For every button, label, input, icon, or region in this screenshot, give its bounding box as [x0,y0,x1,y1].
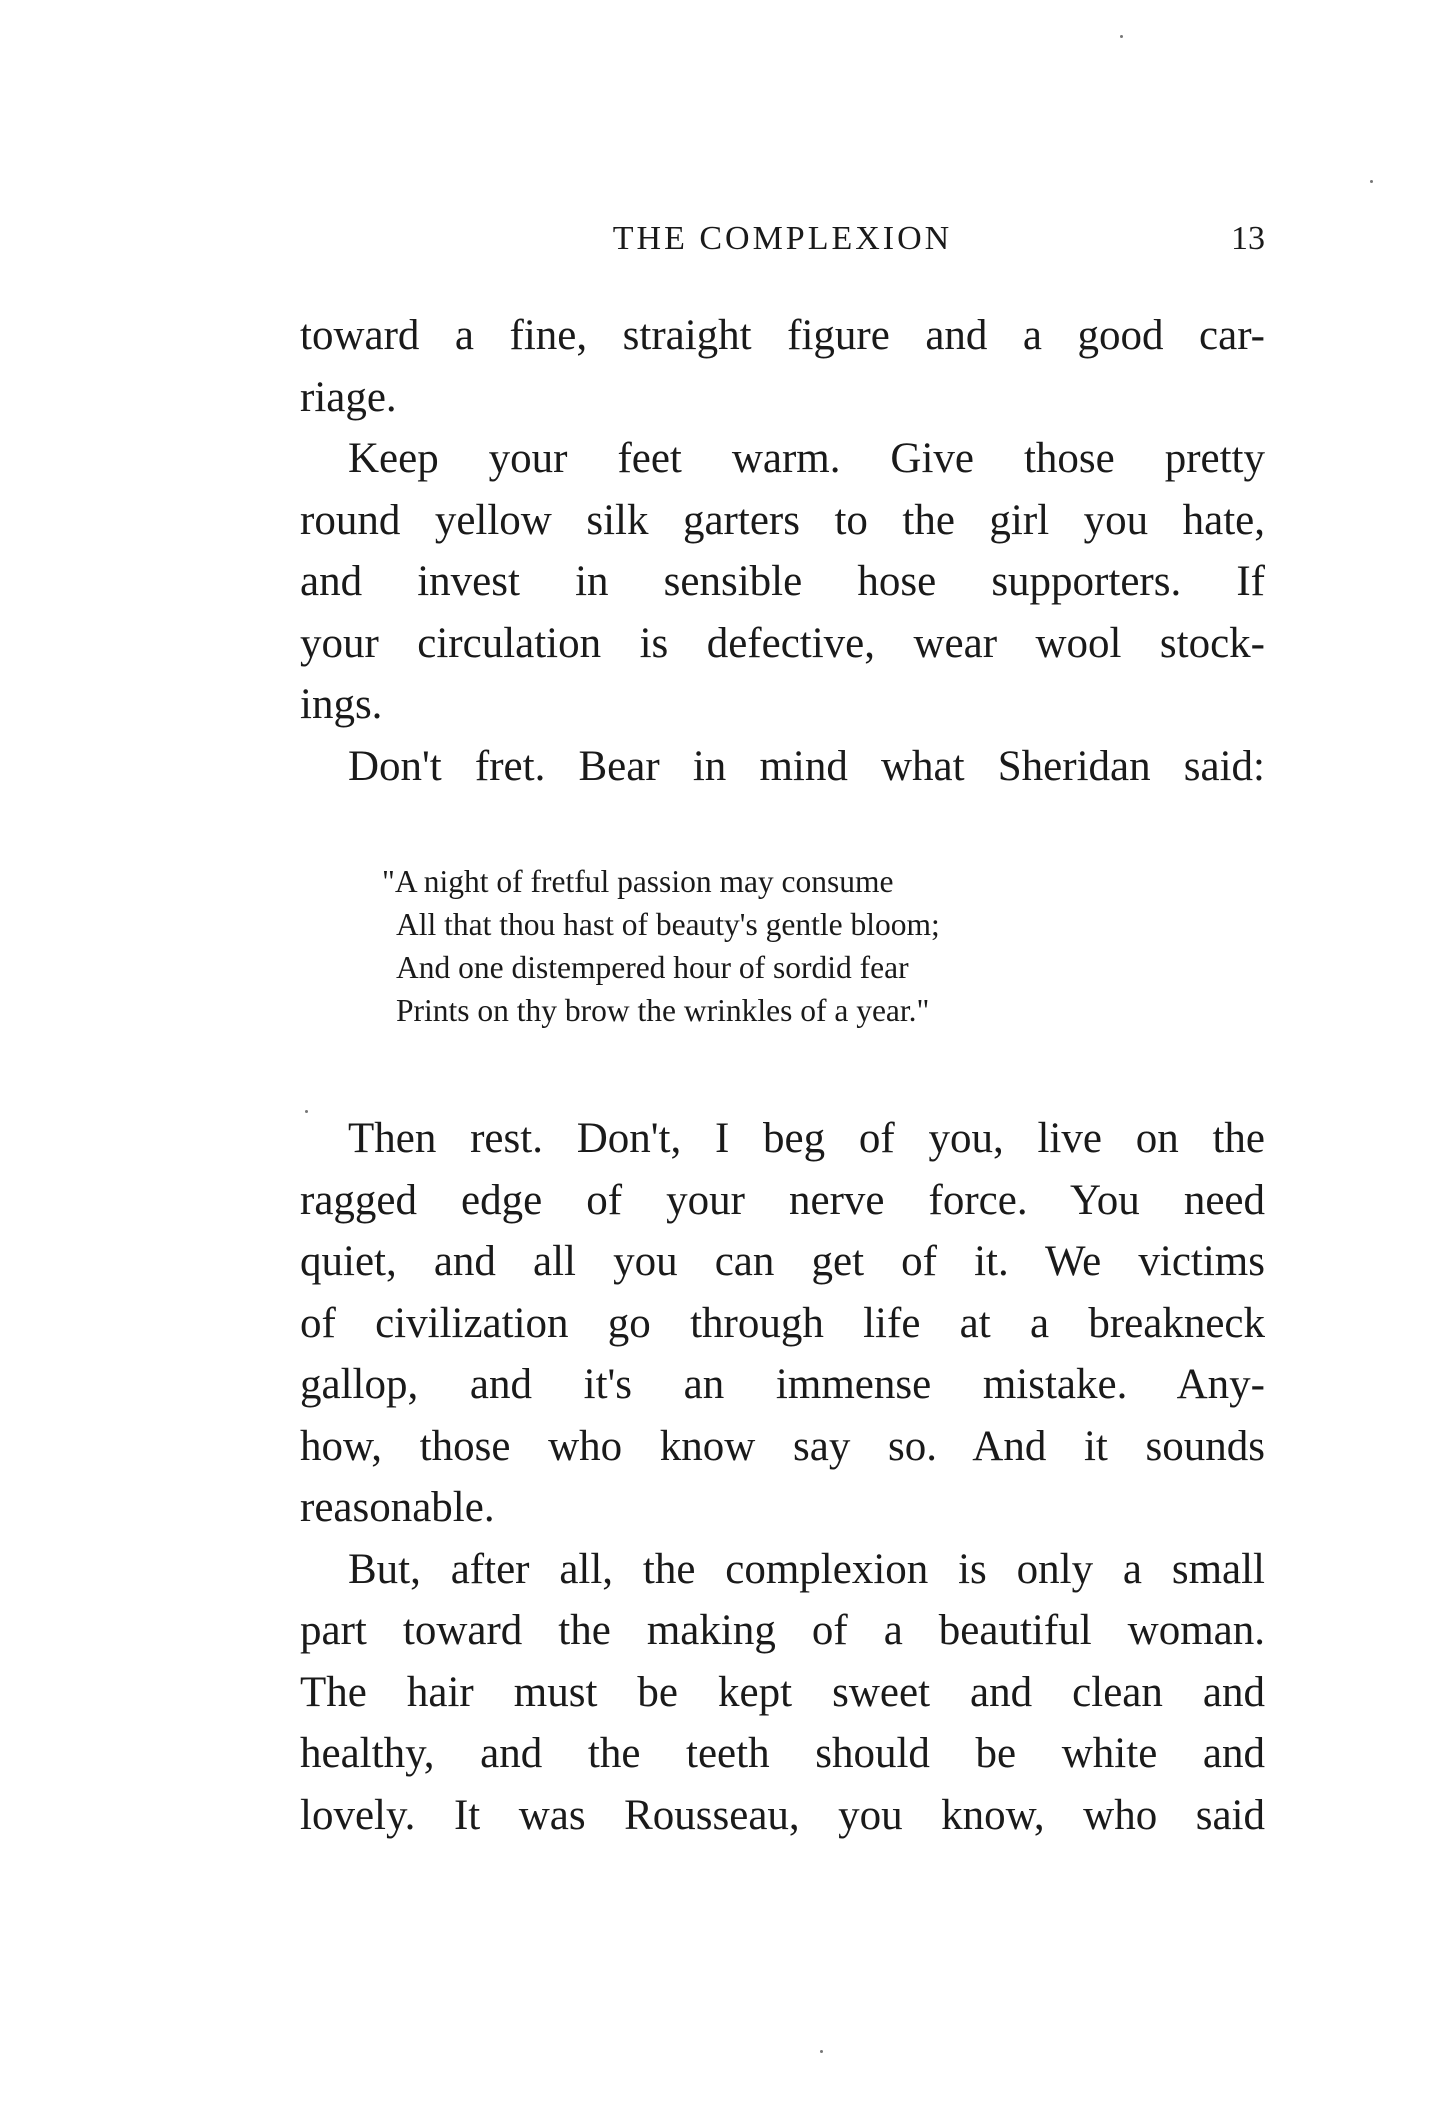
text-line: part toward the making of a beautiful woman. [300,1607,1265,1654]
paragraph-start-line: Then rest. Don't, I beg of you, live on the [348,1115,1265,1162]
paper-speck [820,2050,823,2053]
text-line: how, those who know say so. And it sounds [300,1422,1265,1470]
verse-line: "A night of fretful passion may consume [382,864,894,899]
paper-speck [1370,180,1373,183]
paragraph-start-line: Don't fret. Bear in mind what Sheridan said: [348,742,1265,790]
text-line: The hair must be kept sweet and clean and [300,1668,1265,1716]
running-head [300,220,1265,270]
text-line: your circulation is defective, wear wool stock- [300,619,1265,667]
verse-line: And one distempered hour of sordid fear [396,950,909,985]
verse-line: Prints on thy brow the wrinkles of a year." [396,993,930,1028]
verse-quotation [382,860,1182,1032]
paper-speck [305,1110,308,1113]
text-line: round yellow silk garters to the girl you hate, [300,496,1265,544]
text-line: riage. [300,373,397,421]
body-text-top [300,305,1265,797]
text-line: healthy, and the teeth should be white and [300,1730,1265,1777]
text-line: toward a fine, straight figure and a good car- [300,312,1265,359]
text-line: of civilization go through life at a breakneck [300,1299,1265,1347]
text-line: ragged edge of your nerve force. You need [300,1176,1265,1224]
text-line: reasonable. [300,1484,495,1531]
text-line: lovely. It was Rousseau, you know, who said [300,1791,1265,1839]
text-line: gallop, and it's an immense mistake. Any- [300,1361,1265,1408]
text-line: and invest in sensible hose supporters. If [300,558,1265,605]
paper-speck [1120,35,1123,38]
running-title: THE COMPLEXION [612,220,953,257]
body-text-bottom [300,1108,1265,1846]
text-line: quiet, and all you can get of it. We victims [300,1238,1265,1285]
verse-line: All that thou hast of beauty's gentle bloom; [396,907,940,942]
text-line: ings. [300,681,383,728]
paragraph-start-line: Keep your feet warm. Give those pretty [348,435,1265,482]
paragraph-start-line: But, after all, the complexion is only a small [348,1545,1265,1593]
page-number: 13 [1231,220,1265,257]
